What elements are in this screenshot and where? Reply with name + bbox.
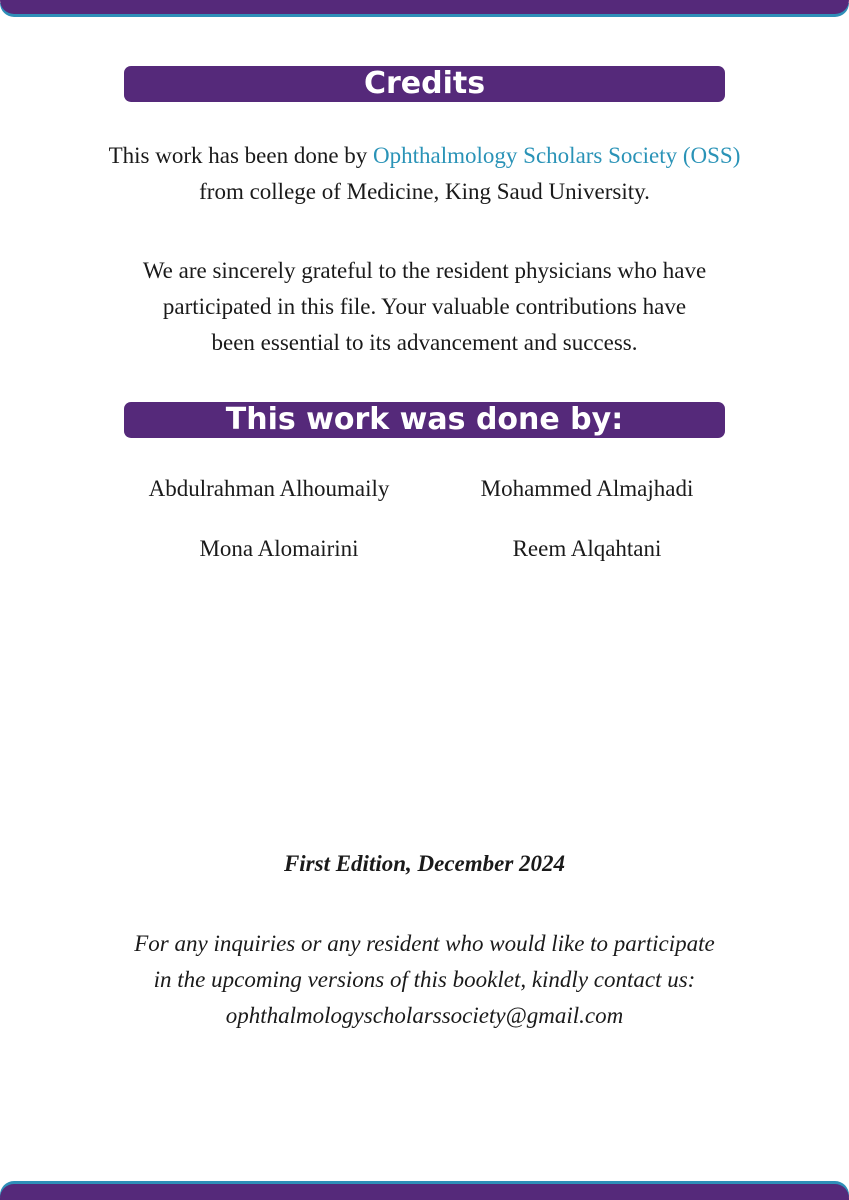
team-heading: This work was done by: bbox=[225, 402, 624, 437]
member-name: Abdulrahman Alhoumaily bbox=[148, 476, 390, 501]
society-name: Ophthalmology Scholars Society (OSS) bbox=[373, 143, 741, 168]
edition-note: First Edition, December 2024 bbox=[283, 851, 566, 876]
member-name: Reem Alqahtani bbox=[512, 536, 662, 561]
contact-line-1: For any inquiries or any resident who would like to participate bbox=[134, 931, 715, 956]
gratitude-paragraph bbox=[40, 253, 809, 361]
contact-email: ophthalmologyscholarssociety@gmail.com bbox=[225, 1003, 624, 1028]
gratitude-line-3: been essential to its advancement and success. bbox=[211, 330, 638, 355]
gratitude-line-2: participated in this file. Your valuable contributions have bbox=[162, 294, 687, 319]
credits-heading: Credits bbox=[363, 66, 486, 101]
member-name: Mona Alomairini bbox=[199, 536, 359, 561]
top-decorative-bar bbox=[0, 0, 849, 14]
bottom-decorative-bar bbox=[0, 1184, 849, 1200]
gratitude-line-1: We are sincerely grateful to the resident physicians who have bbox=[142, 258, 707, 283]
intro-prefix: This work has been done by bbox=[108, 143, 374, 168]
team-heading-banner bbox=[124, 402, 725, 438]
member-name: Mohammed Almajhadi bbox=[480, 476, 694, 501]
intro-paragraph bbox=[40, 138, 809, 210]
intro-line-1 bbox=[40, 138, 809, 174]
contact-paragraph bbox=[40, 926, 809, 1034]
credits-heading-banner bbox=[124, 66, 725, 102]
contact-line-2: in the upcoming versions of this booklet, kindly contact us: bbox=[153, 967, 696, 992]
intro-line-2: from college of Medicine, King Saud University. bbox=[199, 179, 650, 204]
